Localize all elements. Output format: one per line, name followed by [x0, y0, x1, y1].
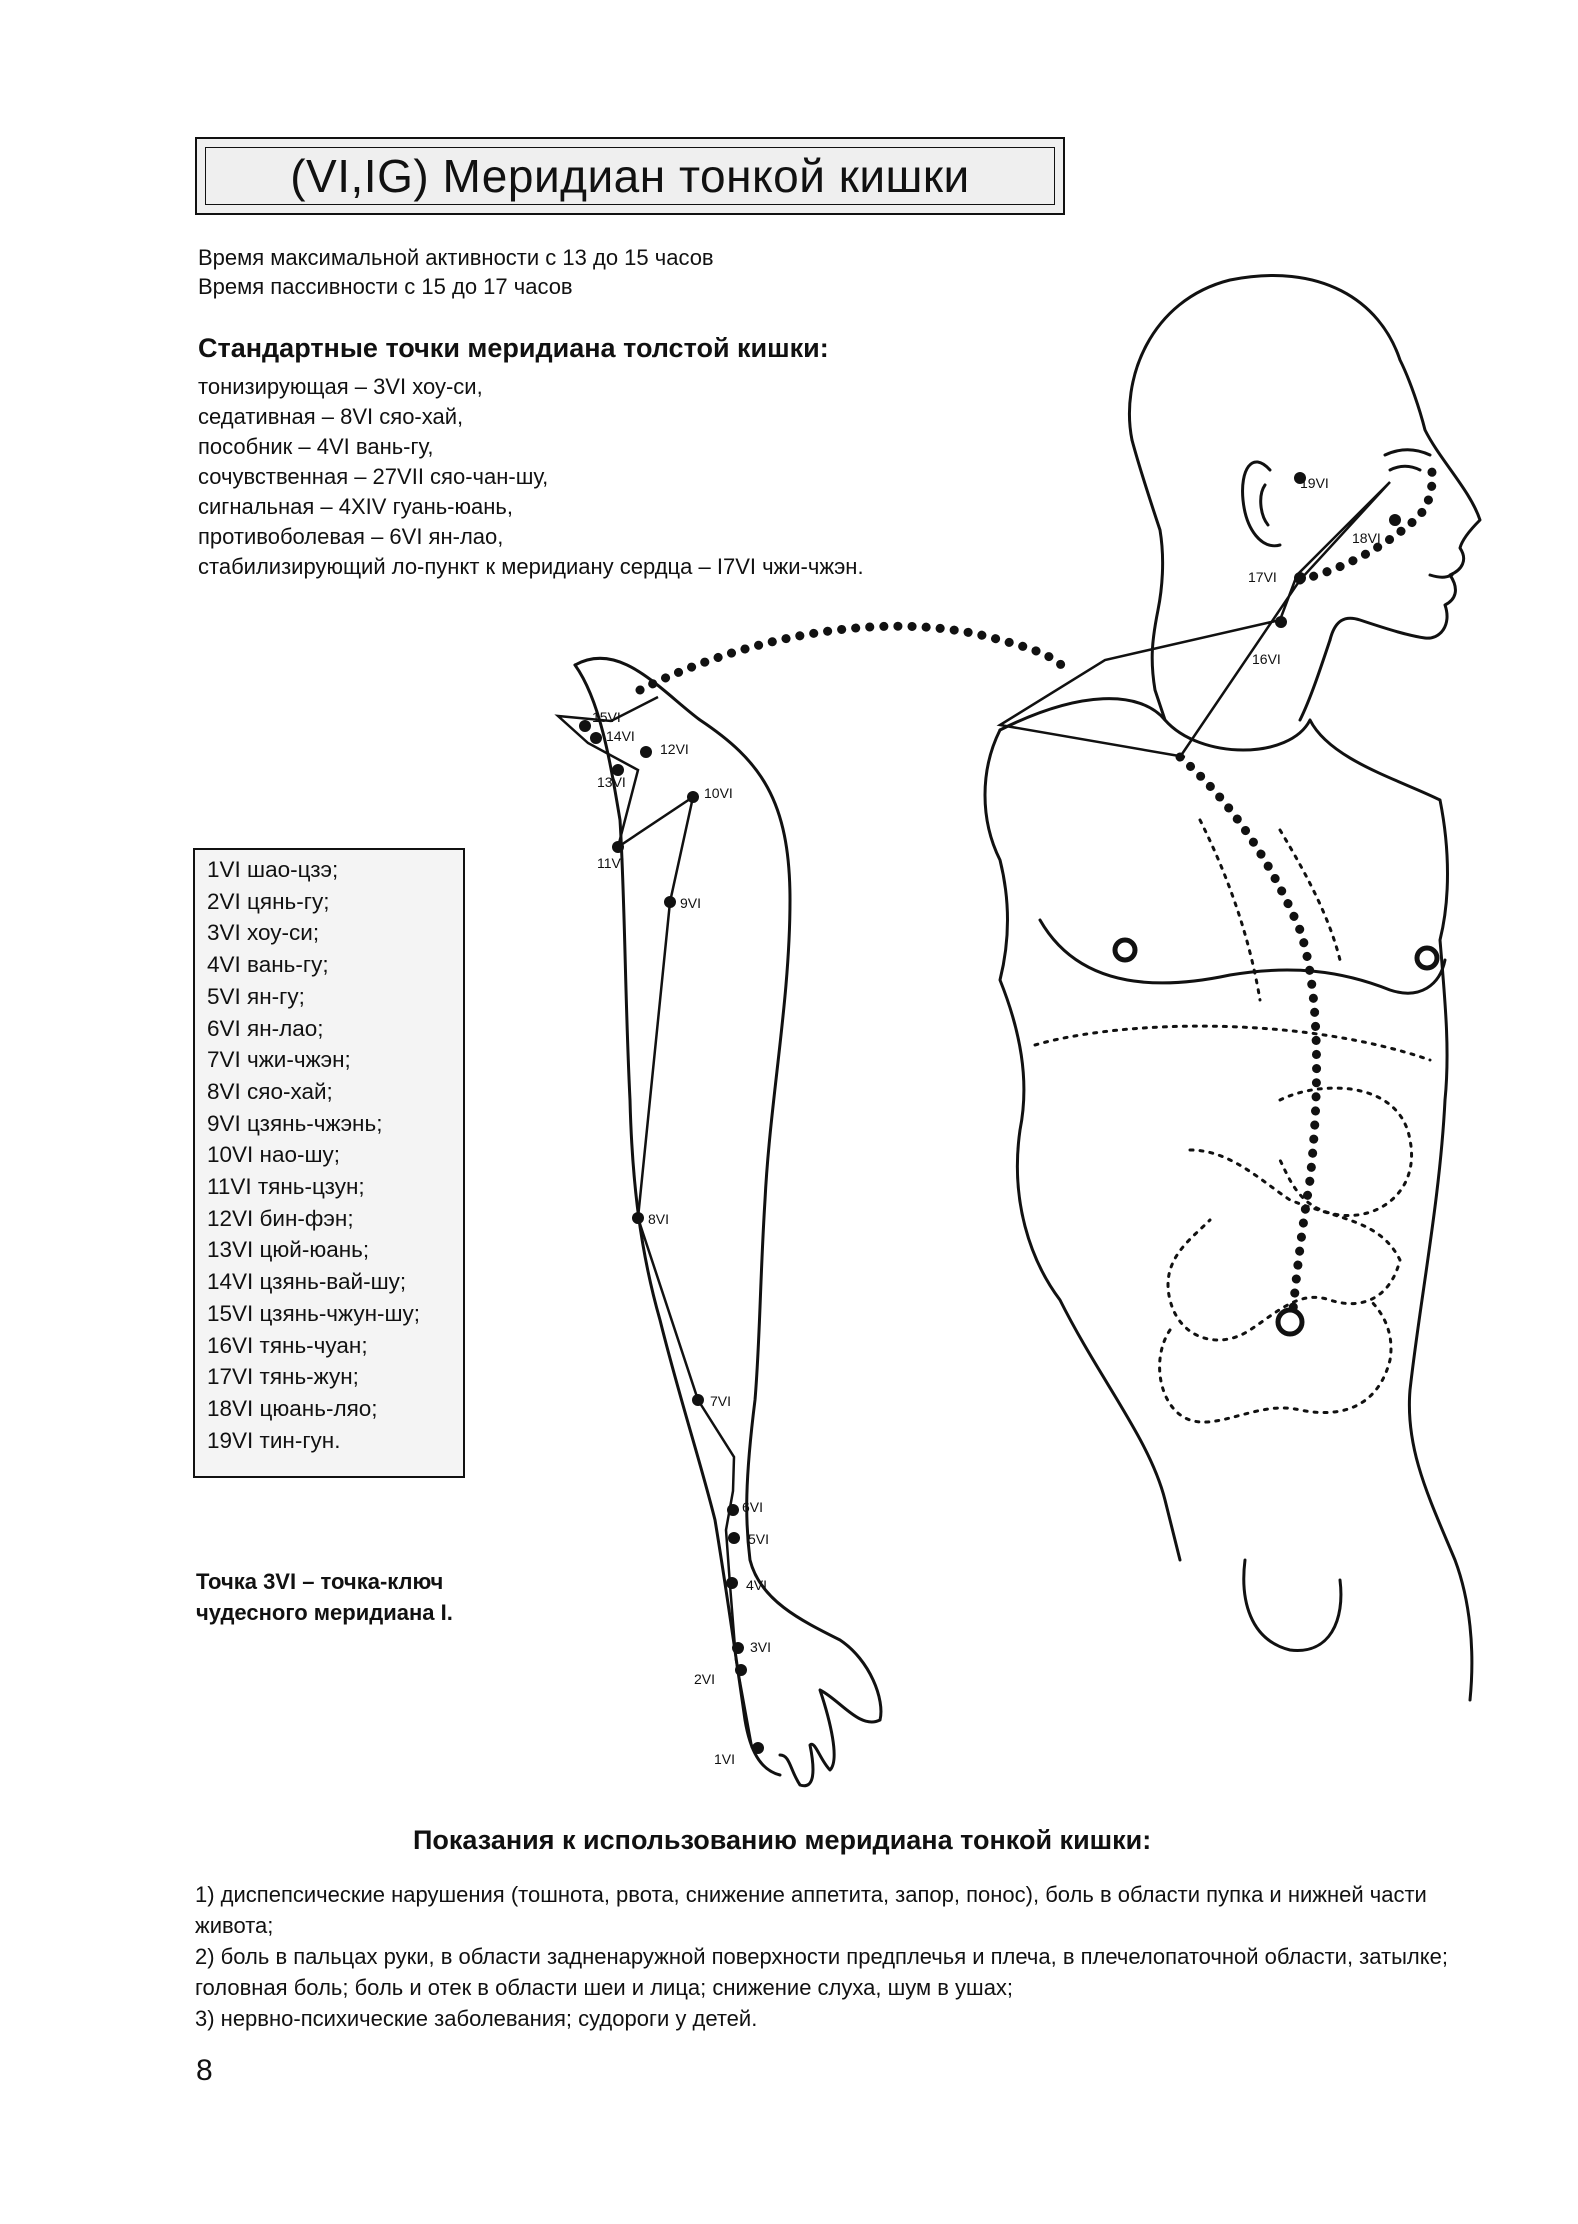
neck-front	[1300, 640, 1330, 720]
key-point-line: Точка 3VI – точка-ключ	[196, 1569, 444, 1594]
acupoint-17	[1294, 572, 1306, 584]
acupoint-label: 7VI	[710, 1393, 732, 1409]
acupoint-6	[727, 1504, 739, 1516]
acupoint-1	[752, 1742, 764, 1754]
points-list-item: 6VI ян-лао;	[207, 1015, 324, 1041]
acupoint-label: 2VI	[694, 1671, 716, 1687]
points-list-item: 16VI тянь-чуан;	[207, 1332, 368, 1358]
acupoint-label: 4VI	[746, 1577, 768, 1593]
groin	[1244, 1560, 1341, 1650]
key-point-line: чудесного меридиана I.	[196, 1600, 453, 1625]
belly-dotted-line	[1035, 1026, 1430, 1060]
indication-item: 2) боль в пальцах руки, в области задненаружной поверхности предплечья и плеча, в плечелопаточной области, затылке; головная боль; боль и отек в области шеи и лица; снижение слуха, шум в ушах;	[195, 1944, 1448, 2000]
points-list-item: 1VI шао-цзэ;	[207, 857, 339, 882]
acupoint-12	[640, 746, 652, 758]
standard-point-item: пособник – 4VI вань-гу,	[198, 434, 434, 459]
acupoint-label: 9VI	[680, 895, 702, 911]
points-list-item: 19VI тин-гун.	[207, 1427, 341, 1453]
ear-inner	[1261, 485, 1268, 525]
torso-dotted-path	[1180, 757, 1317, 1320]
acupoint-label: 19VI	[1300, 475, 1329, 491]
torso-right-side	[985, 730, 1180, 1560]
neck-meridian-line	[1000, 482, 1390, 757]
standard-point-item: сочувственная – 27VII сяо-чан-шу,	[198, 464, 549, 489]
standard-point-item: сигнальная – 4XIV гуань-юань,	[198, 494, 513, 519]
points-list-item: 10VI нао-шу;	[207, 1142, 341, 1168]
indications-heading: Показания к использованию меридиана тонкой кишки:	[413, 1825, 1152, 1855]
points-list-item: 13VI цюй-юань;	[207, 1237, 370, 1263]
acupoint-5	[728, 1532, 740, 1544]
points-list-item: 9VI цзянь-чжэнь;	[207, 1110, 383, 1136]
points-list-item: 18VI цюань-ляо;	[207, 1395, 378, 1421]
stomach-outline	[1280, 1088, 1412, 1216]
brow	[1385, 450, 1430, 455]
points-list-item: 2VI цянь-гу;	[207, 888, 330, 914]
standard-point-item: седативная – 8VI сяо-хай,	[198, 404, 464, 429]
acupoint-label: 11VI	[597, 855, 625, 871]
points-list-item: 12VI бин-фэн;	[207, 1205, 354, 1231]
acupoint-label: 3VI	[750, 1639, 772, 1655]
head-back-outline	[1132, 440, 1165, 720]
points-list-item: 4VI вань-гу;	[207, 952, 329, 978]
acupoint-8	[632, 1212, 644, 1224]
acupoint-9	[664, 896, 676, 908]
torso-left	[1000, 699, 1472, 1700]
indication-item: 1) диспепсические нарушения (тошнота, рвота, снижение аппетита, запор, понос), боль в области пупка и нижней части живота;	[195, 1882, 1427, 1938]
eye	[1390, 466, 1420, 470]
acupoint-11	[612, 841, 624, 853]
acupoint-label: 15VI	[592, 709, 621, 725]
acupoint-14	[590, 732, 602, 744]
mouth	[1430, 575, 1452, 577]
acupoint-3	[732, 1642, 744, 1654]
acupoint-16	[1275, 616, 1287, 628]
activity-time: Время максимальной активности с 13 до 15 часов	[198, 245, 714, 270]
acupoint-15	[579, 720, 591, 732]
acupoint-18	[1389, 514, 1401, 526]
acupoint-labels	[592, 475, 1381, 1767]
indication-item: 3) нервно-психические заболевания; судороги у детей.	[195, 2006, 758, 2031]
passive-time: Время пассивности с 15 до 17 часов	[198, 274, 573, 299]
acupoint-label: 18VI	[1352, 530, 1381, 546]
standard-point-item: стабилизирующий ло-пункт к меридиану сердца – I7VI чжи-чжэн.	[198, 554, 864, 579]
points-list-item: 7VI чжи-чжэн;	[207, 1047, 351, 1073]
standard-point-item: тонизирующая – 3VI хоу-си,	[198, 374, 483, 399]
page-title: (VI,IG) Меридиан тонкой кишки	[290, 150, 970, 202]
points-list-item: 3VI хоу-си;	[207, 920, 320, 946]
head-outline	[1129, 276, 1480, 640]
points-list-item: 14VI цзянь-вай-шу;	[207, 1269, 407, 1295]
acupoint-2	[735, 1664, 747, 1676]
arm-outline-inner	[575, 665, 780, 1775]
page-number: 8	[196, 2054, 213, 2087]
nipple-right	[1417, 948, 1437, 968]
acupoint-label: 16VI	[1252, 651, 1281, 667]
acupoint-7	[692, 1394, 704, 1406]
chest-line	[1040, 920, 1445, 993]
acupoint-label: 1VI	[714, 1751, 736, 1767]
acupoint-label: 5VI	[748, 1531, 770, 1547]
standard-point-item: противоболевая – 6VI ян-лао,	[198, 524, 504, 549]
points-list-item: 17VI тянь-жун;	[207, 1364, 359, 1390]
acupoint-10	[687, 791, 699, 803]
points-list-item: 11VI тянь-цзун;	[207, 1174, 365, 1200]
nipple-left	[1115, 940, 1135, 960]
nipples	[1115, 940, 1437, 1334]
points-list-item: 5VI ян-гу;	[207, 983, 305, 1009]
colon-outline	[1160, 1300, 1391, 1422]
acupoint-label: 10VI	[704, 785, 733, 801]
indications-list	[195, 1879, 1505, 2034]
acupoint-label: 12VI	[660, 741, 689, 757]
acupoint-label: 14VI	[606, 728, 635, 744]
acupoint-label: 13VI	[597, 774, 626, 790]
acupoint-label: 6VI	[742, 1499, 764, 1515]
shoulder-dotted-path	[640, 626, 1065, 690]
acupoint-label: 8VI	[648, 1211, 670, 1227]
points-list-item: 15VI цзянь-чжун-шу;	[207, 1300, 421, 1326]
points-list-item: 8VI сяо-хай;	[207, 1078, 333, 1104]
navel	[1278, 1310, 1302, 1334]
acupoint-label: 17VI	[1248, 569, 1277, 585]
acupoint-4	[726, 1577, 738, 1589]
standard-points-heading: Стандартные точки меридиана толстой кишки:	[198, 333, 829, 363]
